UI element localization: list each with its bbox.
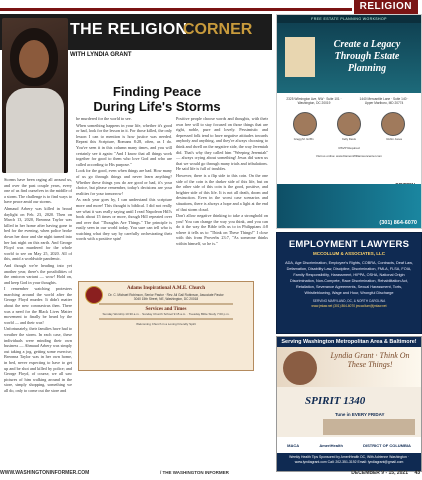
page-number: 43 — [414, 470, 420, 476]
ad-header: Serving Washington Metropolitan Area & Baltimore! — [277, 337, 421, 347]
health-tips-footer: Weekly Health Tips Sponsored by AmeriHealth DC, With Adrienne Washington · www.lyndiagrant.com Call: 202-351-3192 Email: lyndiagrant@gmail.com — [277, 453, 421, 472]
services-title: Services and Times — [145, 307, 187, 312]
header-rule — [0, 8, 352, 11]
paragraph: And though we're heading into yet another year, there's the possibilities of the omicron variant — wow! Hold on, and keep God in your thoughts. — [4, 262, 72, 285]
ad-title: EMPLOYMENT LAWYERS — [288, 239, 410, 250]
ads-column — [276, 14, 422, 467]
paragraph: As each year goes by, I can understand this scripture more and more! This thought is biblical. I did not really see what it was really saying until I read Napoleon Hill's book about 15 times or more, though Hill repeated over and over that "Thoughts Are Things." The principle is easily seen in our world today. You sure can tell who is watching what they say by carefully orchestrating their words with a positive spin! — [76, 197, 172, 242]
ad-header — [277, 15, 421, 93]
sponsor-logo: DISTRICT OF COLUMBIA — [363, 442, 411, 448]
ad-locations — [277, 93, 421, 106]
paragraph: Ahmaud Arbery was killed in broad daylight on Feb. 23, 2020. Then on March 13, 2020, Breonna Taylor was killed in her home after having gone to bed for the evening, when police broke down her door and she night turned into her last night on this earth. And George Floyd was murdered for the whole world to see on May 25, 2020. All of this, amid a worldwide pandemic. — [4, 205, 72, 262]
ad-kicker: FREE ESTATE PLANNING WORKSHOP — [277, 15, 421, 23]
service-area: SERVING MARYLAND, DC, & NORTH CAROLINA — [312, 299, 386, 303]
byline: WITH LYNDIA GRANT — [70, 52, 132, 58]
photo-body — [6, 88, 64, 173]
page-header-bar — [0, 0, 422, 14]
church-pastors: Dr. C. Michael Robinson, Senior Pastor · Rev. Ali Gail Robinson, Associate Pastor — [108, 293, 224, 297]
sponsor-logo: MACA — [287, 442, 300, 448]
paragraph: Don't allow negative thinking to take a stronghold on you! You can change the way you think, and you can do it the way the Bible tells us to in Philippians 4:8 where it tells us to "Think on These Things!" I close with this from Proverbs 23:7, "As someone thinks within himself, so he is." — [176, 213, 268, 247]
banner-title-accent: CORNER — [183, 21, 253, 38]
religion-column — [0, 14, 272, 467]
presenter-name: Gregg M. Griffin — [293, 136, 314, 141]
paragraph: Unfortunately, their families have had to weather the storm. In each case, these individuals were minding their own business — Ahmaud Arbery was simply out taking a jog, getting some exercise; Breonna Taylor was in her own home, in bed, never expecting to have to get up and be shot and killed by police; and George Floyd, of course, we all saw pictures of him walking around in the store, simply shopping, something we all do, only to come out the store and — [4, 326, 72, 393]
presenter-name: Robin Jones — [386, 136, 403, 141]
presenter-name: Kelly Davis — [342, 136, 356, 141]
presenter-photos — [277, 106, 421, 136]
ad-phone[interactable]: (301) 864-6070 — [379, 220, 417, 226]
show-title: Lyndia Grant · Think On These Things! — [330, 351, 410, 369]
presenter-avatar — [293, 112, 317, 136]
church-seal-icon — [85, 286, 103, 304]
church-ad — [78, 281, 254, 371]
station-logo: SPIRIT 1340 — [305, 395, 366, 407]
author-photo — [2, 18, 68, 173]
church-tagline: Welcoming Church in a Loving Friendly Spirit — [136, 322, 196, 327]
ad-title: Create a Legacy Through Estate Planning — [333, 39, 401, 74]
paragraph: be murdered for the world to see. — [76, 116, 132, 121]
headline: Finding Peace During Life's Storms — [93, 84, 221, 114]
divider — [99, 318, 233, 320]
paragraph: I remember watching protesters marching around the world after the George Floyd murder. It didn't matter about the new coronavirus then. There was a need for the Black Lives Matter movement to finally be heard by the world — and their was! — [4, 286, 72, 325]
paragraph: Look for the good, even when things are bad. How many of us go through things and never learn anything? Whether these things you do are good or bad, it's your choice, but please remember, today's decisions are your realities for your tomorrow! — [76, 168, 172, 196]
paragraph: However, there is a flip side to this coin. On the one side of the coin is the darker side of this life, but on the other side of this coin is the good, positive, and brighter side of this life. It is not all death, doom and destruction. Even in the worst case scenarios and situations, there is always a hope and a light at the end of that storm cloud. — [176, 172, 268, 212]
ad-band — [277, 184, 421, 228]
banner-title: THE RELIGION — [70, 21, 188, 38]
radio-show-ad[interactable] — [276, 336, 422, 472]
section-tag: RELIGION — [354, 0, 418, 14]
footer-publication: / THE WASHINGTON INFORMER — [160, 470, 229, 475]
sponsor-logo: AmeriHealth — [319, 442, 343, 448]
visit-link[interactable]: Visit us online: www.DamonWilliamsoncenter.com — [315, 153, 383, 158]
article-column-1 — [4, 177, 72, 477]
presenter-avatar — [381, 112, 405, 136]
location-right: 1440 Mercantile Lane · Suite 140 · Upper Marlboro, MD 20774 — [359, 97, 409, 106]
footer-website: WWW.WASHINGTONINFORMER.COM — [0, 470, 90, 476]
paragraph: Positive people choose words and thoughts, with their own free will to stay focused on those things that are right, noble, pure and lovely. Pessimistic and depressed folk tend to have negative attitudes towards anybody and anything, and they're always choosing to think and dwell on the negative side, the way Jeremiah did. That's why they called him "Weeping Jeremiah" — always crying about something! Jesus did warn us that we would go through many trials and tribulations. He said life is full of troubles. — [176, 116, 268, 172]
radio-image — [323, 419, 415, 435]
location-left: 2325 Wilmington Ave, NW · Suite 101 · Washington, DC 20019 — [286, 97, 342, 106]
rsvp-label: RSVP Required — [338, 145, 360, 150]
practice-areas: ADA, Age Discrimination, Employee's Rights, COBRA, Contracts, Deaf Law, Defamation, Disability Law, Discipline, Discrimination, FMLA, FLSA, FOIA, Family Responsibility, Harassment, HIPPA, OSHA, National Origin Discrimination, Non-Compete, Race Discrimination, Rehabilitation Act, Retaliation, Severance Agreements, Sexual Harassment, Torts, Whistleblowing, Wage and Hour, Wrongful Discharge — [285, 261, 413, 295]
photo-face — [19, 40, 49, 78]
building-icon — [285, 37, 315, 77]
church-name: Adams Inspirational A.M.E. Church — [127, 286, 205, 291]
firm-name: MCCOLLUM & ASSOCIATES, LLC — [313, 251, 385, 256]
employment-lawyers-ad[interactable] — [276, 232, 422, 334]
church-address: 3040 15th Street, NE, Washington, DC 20018 — [133, 297, 199, 301]
presenter-names — [277, 136, 421, 142]
estate-planning-ad[interactable] — [276, 14, 422, 229]
footer-date: DECEMBER 9 - 15, 2021 — [351, 470, 408, 476]
divider — [99, 303, 233, 305]
services-list: Sunday Worship 10:30 a.m. · Sunday Church School 9:15 a.m. · Tuesday Bible Study 7:00 p.m. — [102, 312, 230, 316]
presenter-avatar — [337, 112, 361, 136]
sponsor-logos — [277, 437, 421, 453]
paragraph: When something happens in your life, whether it's good or bad, look for the lesson in it. For those killed, the only lesson I can to mention is how justice was needed. Repeat this Scripture, Romans 8:28, often, as I do. You've seen it in this column many times, and you will certainly see it again: "And I know that all things work together for good to them who love God and who are called according to His purpose." — [76, 122, 172, 167]
paragraph: Storms have been raging all around us, and over the past couple years, every one of us find ourselves in the middle of a storm. The challenge is to find ways to have peace amid our storms. — [4, 177, 72, 205]
host-photo — [283, 351, 317, 385]
tune-in-label: Tune in EVERY FRIDAY — [335, 412, 385, 417]
contact-info[interactable]: www.jmlaw.net (301) 864-6070 jmccollum@jmlaw.net — [311, 304, 387, 308]
